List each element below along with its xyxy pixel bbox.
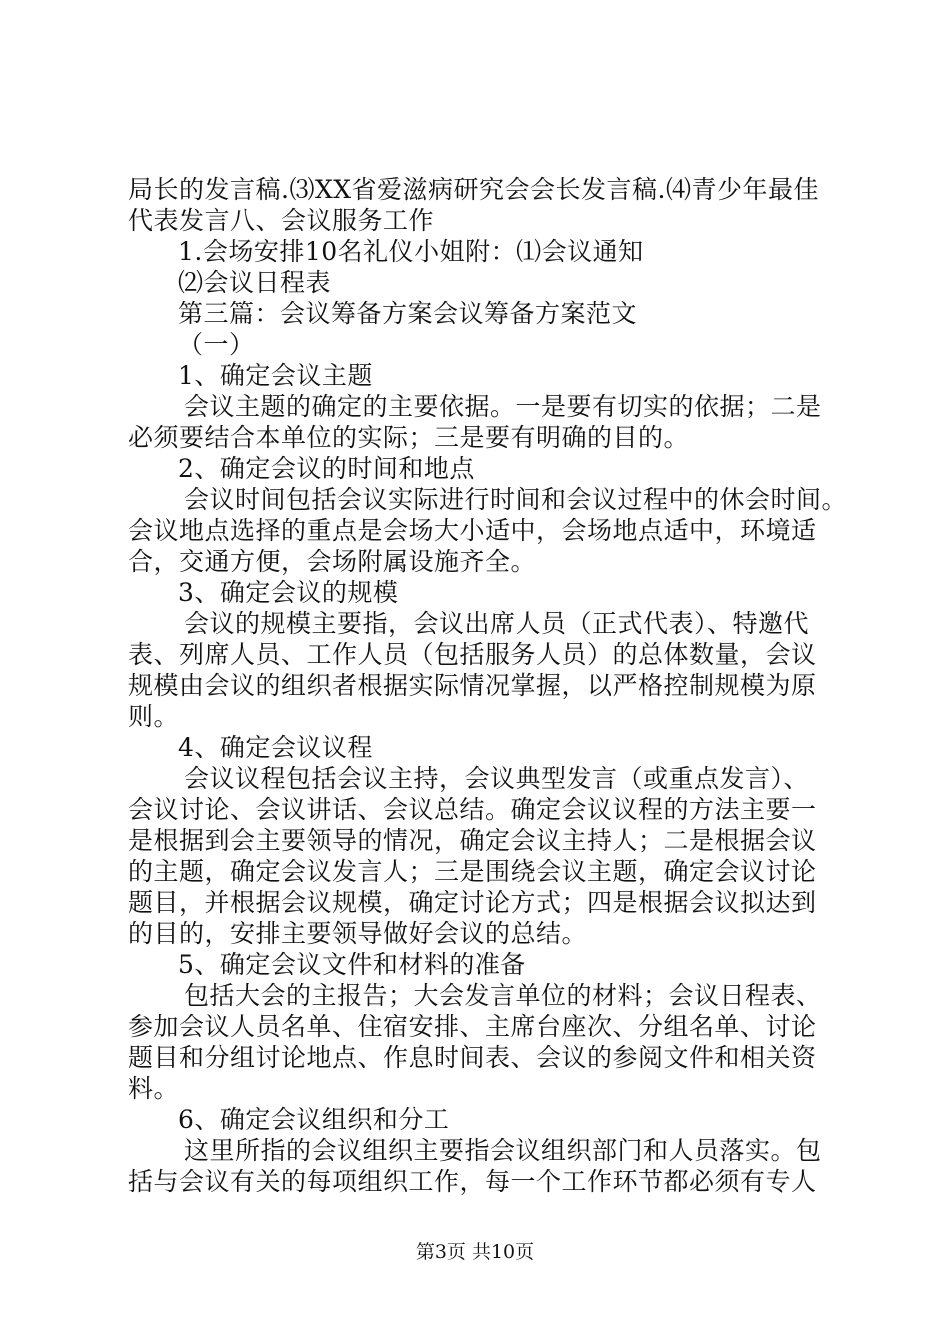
text-line: 这里所指的会议组织主要指会议组织部门和人员落实。包 [184, 1136, 822, 1165]
text-line: 参加会议人员名单、住宿安排、主席台座次、分组名单、讨论 [128, 1012, 817, 1041]
text-line: 4、确定会议议程 [178, 733, 373, 762]
text-line: 会议的规模主要指，会议出席人员（正式代表）、特邀代 [184, 609, 810, 638]
text-line: 1.会场安排10名礼仪小姐附：⑴会议通知 [178, 237, 644, 266]
text-line: 括与会议有关的每项组织工作，每一个工作环节都必须有专人 [128, 1167, 817, 1196]
text-line: ⑵会议日程表 [178, 268, 332, 297]
body-text [128, 174, 848, 1197]
text-line: 3、确定会议的规模 [178, 578, 399, 607]
text-line: 料。 [128, 1074, 180, 1103]
text-line: 会议地点选择的重点是会场大小适中，会场地点适中，环境适 [128, 516, 817, 545]
text-line: 1、确定会议主题 [178, 361, 373, 390]
text-line: 是根据到会主要领导的情况，确定会议主持人；二是根据会议 [128, 826, 817, 855]
text-line: 会议时间包括会议实际进行时间和会议过程中的休会时间。 [184, 485, 848, 514]
text-line: 必须要结合本单位的实际；三是要有明确的目的。 [128, 423, 690, 452]
text-line: 题目，并根据会议规模，确定讨论方式；四是根据会议拟达到 [128, 888, 817, 917]
text-line: 包括大会的主报告；大会发言单位的材料；会议日程表、 [184, 981, 822, 1010]
text-line: 会议议程包括会议主持，会议典型发言（或重点发言）、 [184, 764, 810, 793]
text-line: 6、确定会议组织和分工 [178, 1105, 450, 1134]
text-line: 局长的发言稿.⑶XX省爱滋病研究会会长发言稿.⑷青少年最佳 [128, 175, 819, 204]
text-line: 会议主题的确定的主要依据。一是要有切实的依据；二是 [184, 392, 822, 421]
text-line: 的主题，确定会议发言人；三是围绕会议主题，确定会议讨论 [128, 857, 817, 886]
text-line: 会议讨论、会议讲话、会议总结。确定会议议程的方法主要一 [128, 795, 817, 824]
text-line: 2、确定会议的时间和地点 [178, 454, 475, 483]
text-line: 5、确定会议文件和材料的准备 [178, 950, 526, 979]
page-footer: 第3页 共10页 [415, 1241, 535, 1263]
text-line: 的目的，安排主要领导做好会议的总结。 [128, 919, 588, 948]
text-line: 表、列席人员、工作人员（包括服务人员）的总体数量，会议 [128, 640, 817, 669]
text-line: 题目和分组讨论地点、作息时间表、会议的参阅文件和相关资 [128, 1043, 817, 1072]
text-line: 第三篇：会议筹备方案会议筹备方案范文 [178, 299, 638, 328]
text-line: （一） [178, 330, 255, 359]
text-line: 合，交通方便，会场附属设施齐全。 [128, 547, 537, 576]
text-line: 代表发言八、会议服务工作 [128, 206, 435, 235]
text-line: 则。 [128, 702, 180, 731]
text-line: 规模由会议的组织者根据实际情况掌握，以严格控制规模为原 [128, 671, 817, 700]
